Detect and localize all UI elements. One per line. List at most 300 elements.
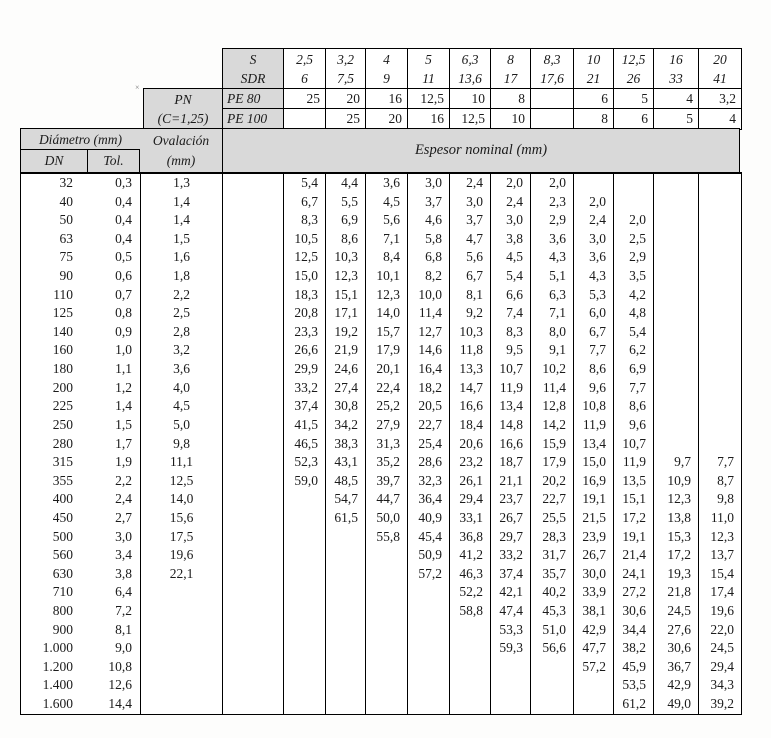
s-label: S (249, 51, 257, 67)
row-spacer-cell (223, 248, 284, 267)
espesor-cell: 15,1 (326, 286, 366, 305)
espesor-label: Espesor nominal (mm) (414, 142, 548, 158)
tol-cell: 1,1 (89, 360, 141, 379)
espesor-cell: 29,9 (284, 360, 326, 379)
espesor-cell: 42,1 (491, 583, 531, 602)
tol-cell: 7,2 (89, 602, 141, 621)
oval-cell: 1,4 (141, 193, 223, 212)
espesor-cell: 29,4 (450, 490, 491, 509)
dn-cell: 500 (52, 528, 73, 544)
espesor-cell: 19,2 (326, 323, 366, 342)
s-value: 8,3 (543, 51, 561, 67)
espesor-cell: 52,3 (284, 453, 326, 472)
espesor-cell: 15,9 (531, 435, 574, 454)
row-spacer-cell (223, 304, 284, 323)
pe100-label-cell: PE 100 (223, 109, 284, 129)
pe100-pn-cell: 8 (574, 109, 614, 129)
espesor-cell: 45,4 (408, 528, 450, 547)
row-spacer-cell (223, 435, 284, 454)
oval-cell (141, 695, 223, 714)
espesor-cell: 37,4 (491, 565, 531, 584)
espesor-cell: 17,2 (654, 546, 699, 565)
oval-cell (141, 583, 223, 602)
espesor-cell: 13,7 (710, 547, 734, 563)
espesor-cell: 13,3 (450, 360, 491, 379)
espesor-cell: 25,2 (366, 397, 408, 416)
sdr-value: 41 (713, 70, 727, 86)
espesor-cell: 41,2 (450, 546, 491, 565)
espesor-cell: 40,2 (531, 583, 574, 602)
espesor-cell: 55,8 (366, 528, 408, 547)
espesor-cell: 12,5 (284, 248, 326, 267)
pn-label-line1: PN (174, 92, 192, 107)
s-sdr-value-cell (408, 49, 450, 89)
espesor-cell (284, 583, 326, 602)
espesor-cell: 52,2 (450, 583, 491, 602)
espesor-cell: 53,3 (491, 621, 531, 640)
espesor-cell (699, 286, 741, 305)
pe80-pn-cell: 4 (654, 89, 699, 109)
espesor-cell: 17,2 (614, 509, 654, 528)
pe80-pn-cell: 6 (574, 89, 614, 109)
s-sdr-value-cell (531, 49, 574, 89)
espesor-cell: 3,0 (408, 174, 450, 193)
espesor-cell (326, 639, 366, 658)
pe80-label-cell: PE 80 (223, 89, 284, 109)
tol-cell: 0,3 (89, 174, 141, 193)
espesor-cell: 23,7 (491, 490, 531, 509)
tol-cell: 1,7 (89, 435, 141, 454)
row-spacer-cell (223, 621, 284, 640)
espesor-cell (574, 695, 614, 714)
row-spacer-cell (223, 323, 284, 342)
espesor-cell: 12,8 (531, 397, 574, 416)
oval-cell: 22,1 (141, 565, 223, 584)
espesor-cell (326, 528, 366, 547)
row-spacer-cell (223, 267, 284, 286)
s-sdr-value-cell (450, 49, 491, 89)
espesor-cell: 8,0 (531, 323, 574, 342)
oval-cell: 4,0 (141, 379, 223, 398)
espesor-cell: 59,3 (491, 639, 531, 658)
tol-cell: 3,4 (89, 546, 141, 565)
espesor-cell: 9,5 (491, 341, 531, 360)
espesor-cell: 7,1 (366, 230, 408, 249)
espesor-cell (654, 397, 699, 416)
espesor-cell: 29,7 (491, 528, 531, 547)
espesor-cell: 10,1 (366, 267, 408, 286)
espesor-cell: 28,3 (531, 528, 574, 547)
espesor-cell: 59,0 (284, 472, 326, 491)
espesor-cell (654, 435, 699, 454)
oval-cell: 19,6 (141, 546, 223, 565)
espesor-cell: 34,4 (614, 621, 654, 640)
s-value: 10 (586, 51, 601, 67)
espesor-cell (284, 676, 326, 695)
espesor-cell: 6,7 (450, 267, 491, 286)
espesor-cell: 2,0 (574, 193, 614, 212)
espesor-cell (284, 621, 326, 640)
espesor-cell (574, 174, 614, 193)
row-spacer-cell (223, 211, 284, 230)
espesor-cell: 34,3 (710, 677, 734, 693)
espesor-cell: 2,4 (491, 193, 531, 212)
espesor-cell: 2,0 (614, 211, 654, 230)
oval-cell: 3,6 (141, 360, 223, 379)
espesor-cell (366, 695, 408, 714)
espesor-cell: 26,7 (574, 546, 614, 565)
tol-cell: 1,4 (89, 397, 141, 416)
espesor-cell (366, 602, 408, 621)
espesor-cell (614, 193, 654, 212)
espesor-cell (326, 676, 366, 695)
espesor-cell: 8,4 (366, 248, 408, 267)
pe80-pn-cell: 20 (326, 89, 366, 109)
s-value: 20 (713, 51, 727, 67)
espesor-cell: 16,4 (408, 360, 450, 379)
espesor-cell: 20,5 (408, 397, 450, 416)
espesor-cell (699, 341, 741, 360)
espesor-cell: 33,2 (284, 379, 326, 398)
s-value: 16 (669, 51, 683, 67)
espesor-cell: 14,0 (366, 304, 408, 323)
ovalacion-header-cell (140, 128, 222, 172)
espesor-cell: 46,3 (450, 565, 491, 584)
espesor-cell: 11,4 (531, 379, 574, 398)
espesor-cell: 2,9 (614, 248, 654, 267)
dn-cell: 180 (52, 361, 73, 377)
dn-header-cell (20, 150, 88, 172)
espesor-cell: 31,7 (531, 546, 574, 565)
espesor-cell: 4,5 (366, 193, 408, 212)
espesor-cell: 11,0 (710, 509, 734, 525)
espesor-cell: 6,9 (326, 211, 366, 230)
espesor-cell: 7,7 (717, 454, 734, 470)
espesor-cell: 8,3 (284, 211, 326, 230)
espesor-cell: 57,2 (408, 565, 450, 584)
espesor-cell (366, 658, 408, 677)
espesor-cell: 6,6 (491, 286, 531, 305)
dn-cell: 225 (52, 398, 73, 414)
espesor-cell (654, 360, 699, 379)
oval-cell: 1,3 (141, 174, 223, 193)
espesor-cell: 13,4 (491, 397, 531, 416)
tol-cell: 3,8 (89, 565, 141, 584)
espesor-cell: 26,7 (491, 509, 531, 528)
espesor-cell (408, 583, 450, 602)
espesor-cell: 15,0 (574, 453, 614, 472)
espesor-cell: 17,9 (531, 453, 574, 472)
dn-cell: 450 (52, 509, 73, 525)
espesor-cell (366, 639, 408, 658)
espesor-cell (326, 602, 366, 621)
espesor-cell: 39,7 (366, 472, 408, 491)
oval-cell: 11,1 (141, 453, 223, 472)
dn-cell: 280 (52, 435, 73, 451)
espesor-cell: 2,9 (531, 211, 574, 230)
dn-cell: 125 (52, 305, 73, 321)
espesor-cell (366, 546, 408, 565)
dn-cell: 400 (52, 491, 73, 507)
tol-cell: 2,2 (89, 472, 141, 491)
espesor-cell: 9,2 (450, 304, 491, 323)
stray-mark: × (135, 83, 140, 92)
sdr-value: 17,6 (540, 70, 564, 86)
espesor-cell: 17,4 (710, 584, 734, 600)
espesor-cell: 29,4 (710, 658, 734, 674)
espesor-cell (654, 193, 699, 212)
espesor-cell: 18,2 (408, 379, 450, 398)
espesor-cell: 16,6 (450, 397, 491, 416)
row-spacer-cell (223, 565, 284, 584)
s-value: 4 (383, 51, 390, 67)
espesor-cell: 7,1 (531, 304, 574, 323)
espesor-cell: 35,7 (531, 565, 574, 584)
dn-cell: 75 (59, 249, 73, 265)
tol-cell: 3,0 (89, 528, 141, 547)
espesor-cell: 21,1 (491, 472, 531, 491)
oval-cell: 4,5 (141, 397, 223, 416)
espesor-cell: 14,2 (531, 416, 574, 435)
tol-cell: 1,9 (89, 453, 141, 472)
espesor-cell (654, 211, 699, 230)
s-value: 2,5 (296, 51, 313, 67)
espesor-cell: 21,4 (614, 546, 654, 565)
row-spacer-cell (223, 230, 284, 249)
tol-cell: 1,5 (89, 416, 141, 435)
s-value: 6,3 (461, 51, 479, 67)
oval-cell: 1,8 (141, 267, 223, 286)
espesor-cell: 12,3 (326, 267, 366, 286)
espesor-cell (450, 639, 491, 658)
espesor-cell (699, 248, 741, 267)
espesor-cell: 33,9 (574, 583, 614, 602)
espesor-cell: 9,1 (531, 341, 574, 360)
espesor-cell: 22,7 (408, 416, 450, 435)
espesor-cell: 5,4 (491, 267, 531, 286)
espesor-cell: 27,9 (366, 416, 408, 435)
espesor-cell (699, 211, 741, 230)
oval-cell: 1,4 (141, 211, 223, 230)
espesor-cell: 19,1 (574, 490, 614, 509)
espesor-cell (574, 676, 614, 695)
s-sdr-value-cell (326, 49, 366, 89)
espesor-cell: 39,2 (710, 696, 734, 712)
ovalacion-label-line2: (mm) (166, 153, 196, 168)
espesor-cell (699, 323, 741, 342)
espesor-cell: 4,8 (614, 304, 654, 323)
espesor-cell (366, 583, 408, 602)
espesor-cell (366, 565, 408, 584)
row-spacer-cell (223, 528, 284, 547)
tol-cell: 14,4 (89, 695, 141, 714)
dn-cell: 355 (52, 472, 73, 488)
row-spacer-cell (223, 490, 284, 509)
row-spacer-cell (223, 639, 284, 658)
espesor-cell: 19,6 (710, 603, 734, 619)
tol-cell: 0,4 (89, 193, 141, 212)
espesor-cell: 6,3 (531, 286, 574, 305)
espesor-cell (450, 695, 491, 714)
espesor-cell (699, 435, 741, 454)
oval-cell: 2,8 (141, 323, 223, 342)
oval-cell: 1,5 (141, 230, 223, 249)
espesor-cell: 42,9 (574, 621, 614, 640)
espesor-cell: 8,1 (450, 286, 491, 305)
dn-cell: 1.400 (42, 677, 73, 693)
espesor-cell (654, 416, 699, 435)
espesor-cell: 13,4 (574, 435, 614, 454)
dn-cell: 315 (52, 454, 73, 470)
oval-cell (141, 621, 223, 640)
espesor-cell: 11,8 (450, 341, 491, 360)
row-spacer-cell (223, 416, 284, 435)
espesor-cell: 10,8 (574, 397, 614, 416)
espesor-cell: 43,1 (326, 453, 366, 472)
espesor-cell: 3,5 (614, 267, 654, 286)
espesor-cell: 30,6 (654, 639, 699, 658)
espesor-cell: 20,2 (531, 472, 574, 491)
pe80-pn-cell: 25 (284, 89, 326, 109)
espesor-cell: 26,1 (450, 472, 491, 491)
dn-cell: 160 (52, 342, 73, 358)
espesor-cell: 47,7 (574, 639, 614, 658)
espesor-cell: 12,3 (654, 490, 699, 509)
espesor-cell: 9,6 (574, 379, 614, 398)
espesor-cell: 5,3 (574, 286, 614, 305)
espesor-cell: 45,3 (531, 602, 574, 621)
espesor-cell: 36,8 (450, 528, 491, 547)
espesor-cell (284, 509, 326, 528)
espesor-cell: 21,5 (574, 509, 614, 528)
sdr-value: 33 (669, 70, 683, 86)
espesor-cell: 19,1 (614, 528, 654, 547)
espesor-cell: 15,1 (614, 490, 654, 509)
espesor-cell: 25,5 (531, 509, 574, 528)
pe100-pn-cell: 20 (366, 109, 408, 129)
espesor-cell (326, 658, 366, 677)
espesor-cell (699, 360, 741, 379)
dn-cell: 900 (52, 621, 73, 637)
tol-cell: 0,6 (89, 267, 141, 286)
oval-cell: 17,5 (141, 528, 223, 547)
s-sdr-value-cell (366, 49, 408, 89)
espesor-cell: 9,8 (717, 491, 734, 507)
espesor-cell (654, 248, 699, 267)
row-spacer-cell (223, 397, 284, 416)
espesor-cell: 7,4 (491, 304, 531, 323)
espesor-cell: 3,6 (531, 230, 574, 249)
espesor-cell: 15,0 (284, 267, 326, 286)
pe100-pn-cell (284, 109, 326, 129)
espesor-cell (408, 676, 450, 695)
espesor-cell: 10,9 (654, 472, 699, 491)
s-sdr-value-cell (574, 49, 614, 89)
s-value: 3,2 (337, 51, 354, 67)
row-spacer-cell (223, 546, 284, 565)
sdr-value: 11 (422, 70, 435, 86)
espesor-cell: 12,3 (366, 286, 408, 305)
espesor-cell: 4,3 (531, 248, 574, 267)
espesor-cell: 5,1 (531, 267, 574, 286)
espesor-cell: 8,6 (574, 360, 614, 379)
pn-label-line2: (C=1,25) (157, 111, 209, 126)
diametro-header-cell (20, 128, 140, 150)
espesor-cell: 3,6 (366, 174, 408, 193)
pe80-pn-cell (531, 89, 574, 109)
espesor-cell: 6,9 (614, 360, 654, 379)
espesor-cell: 2,0 (531, 174, 574, 193)
row-spacer-cell (223, 174, 284, 193)
espesor-cell: 4,7 (450, 230, 491, 249)
dn-cell: 40 (59, 193, 73, 209)
espesor-cell (408, 621, 450, 640)
oval-cell: 5,0 (141, 416, 223, 435)
espesor-cell (491, 658, 531, 677)
espesor-cell: 27,2 (614, 583, 654, 602)
espesor-cell: 2,5 (614, 230, 654, 249)
sdr-label: SDR (240, 70, 266, 86)
sdr-value: 17 (503, 70, 518, 86)
espesor-cell: 23,9 (574, 528, 614, 547)
row-spacer-cell (223, 193, 284, 212)
espesor-cell: 12,7 (408, 323, 450, 342)
espesor-cell (408, 658, 450, 677)
espesor-cell (531, 695, 574, 714)
espesor-cell: 42,9 (654, 676, 699, 695)
pe80-pn-cell: 8 (491, 89, 531, 109)
tol-cell: 0,7 (89, 286, 141, 305)
espesor-cell: 38,1 (574, 602, 614, 621)
dn-cell: 200 (52, 379, 73, 395)
espesor-cell: 6,2 (614, 341, 654, 360)
espesor-cell (366, 676, 408, 695)
espesor-cell: 51,0 (531, 621, 574, 640)
row-spacer-cell (223, 658, 284, 677)
row-spacer-cell (223, 286, 284, 305)
dn-cell: 630 (52, 565, 73, 581)
espesor-cell: 21,8 (654, 583, 699, 602)
espesor-cell: 10,3 (326, 248, 366, 267)
espesor-cell: 15,3 (654, 528, 699, 547)
espesor-cell (654, 341, 699, 360)
pe80-pn-cell: 5 (614, 89, 654, 109)
sdr-value: 21 (586, 70, 601, 86)
espesor-cell (284, 565, 326, 584)
tol-cell: 0,5 (89, 248, 141, 267)
espesor-cell (491, 695, 531, 714)
dn-cell: 110 (53, 286, 73, 302)
row-spacer-cell (223, 602, 284, 621)
tol-cell: 2,7 (89, 509, 141, 528)
row-spacer-cell (223, 676, 284, 695)
espesor-cell: 28,6 (408, 453, 450, 472)
espesor-cell: 27,4 (326, 379, 366, 398)
row-spacer-cell (223, 453, 284, 472)
dn-cell: 1.000 (42, 640, 73, 656)
tol-cell: 12,6 (89, 676, 141, 695)
espesor-cell: 24,5 (654, 602, 699, 621)
espesor-cell: 18,4 (450, 416, 491, 435)
espesor-cell (654, 304, 699, 323)
espesor-cell (654, 230, 699, 249)
espesor-cell: 47,4 (491, 602, 531, 621)
espesor-cell: 6,8 (408, 248, 450, 267)
row-spacer-cell (223, 695, 284, 714)
espesor-cell: 25,4 (408, 435, 450, 454)
dn-cell: 140 (52, 323, 73, 339)
espesor-cell (699, 379, 741, 398)
